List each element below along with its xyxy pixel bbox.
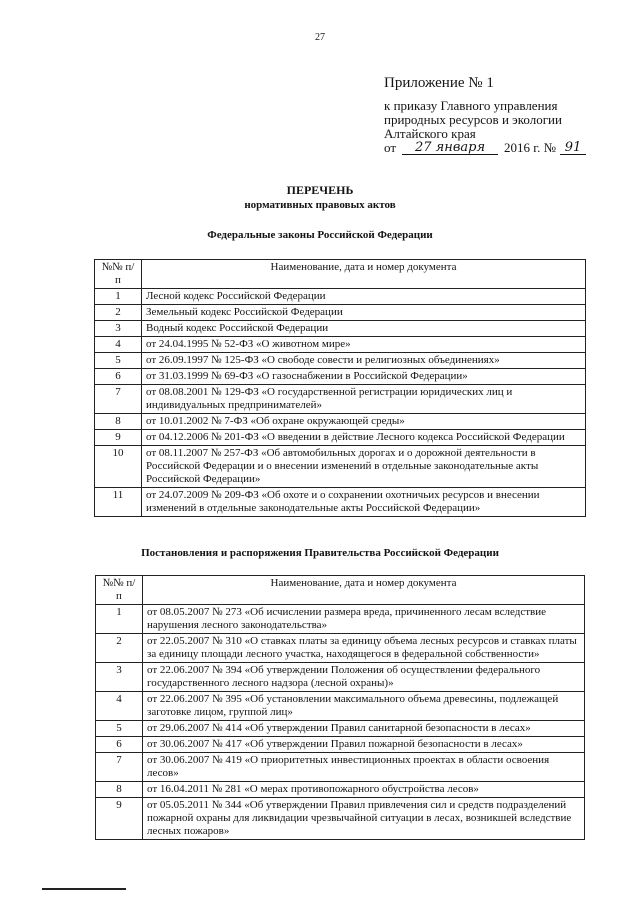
document-name: от 24.04.1995 № 52-ФЗ «О животном мире» [142,337,586,353]
table-row [95,289,586,305]
row-number: 3 [96,663,143,692]
row-number: 2 [96,634,143,663]
row-number: 5 [95,353,142,369]
row-number: 8 [96,782,143,798]
document-title: ПЕРЕЧЕНЬ [286,183,354,197]
document-name: от 22.05.2007 № 310 «О ставках платы за единицу объема лесных ресурсов и ставках платы за единицу площади лесного участка, находящегося в федеральной собственности» [143,634,585,663]
row-number: 11 [95,488,142,517]
government-acts-table [95,575,585,840]
handwritten-number: 91 [560,142,586,155]
document-subtitle: нормативных правовых актов [244,199,396,211]
row-number: 1 [96,605,143,634]
table-row [95,385,586,414]
document-name: от 10.01.2002 № 7-ФЗ «Об охране окружающей среды» [142,414,586,430]
section1-heading: Федеральные законы Российской Федерации [207,229,433,241]
col-name-header: Наименование, дата и номер документа [142,260,586,289]
document-name: от 08.08.2001 № 129-ФЗ «О государственной регистрации юридических лиц и индивидуальных предпринимателей» [142,385,586,414]
table-row [96,782,585,798]
handwritten-date: 27 января [402,142,498,155]
document-name: от 16.04.2011 № 281 «О мерах противопожарного обустройства лесов» [143,782,585,798]
document-name: от 29.06.2007 № 414 «Об утверждении Правил санитарной безопасности в лесах» [143,721,585,737]
row-number: 7 [95,385,142,414]
table-row [95,321,586,337]
document-name: от 22.06.2007 № 394 «Об утверждении Положения об осуществлении федерального государственного лесного надзора (лесной охраны)» [143,663,585,692]
table-row [95,446,586,488]
row-number: 7 [96,753,143,782]
appendix-line-1: к приказу Главного управления [384,98,558,113]
row-number: 5 [96,721,143,737]
table-row [95,305,586,321]
table-row [96,737,585,753]
row-number: 1 [95,289,142,305]
row-number: 6 [96,737,143,753]
table-row [96,605,585,634]
table-row [95,369,586,385]
appendix-line-2: природных ресурсов и экологии [384,112,562,127]
document-name: Земельный кодекс Российской Федерации [142,305,586,321]
table-row [96,634,585,663]
row-number: 8 [95,414,142,430]
row-number: 9 [96,798,143,840]
appendix-block [384,76,614,155]
document-name: от 31.03.1999 № 69-ФЗ «О газоснабжении в Российской Федерации» [142,369,586,385]
page-number: 27 [315,32,325,43]
document-name: от 24.07.2009 № 209-ФЗ «Об охоте и о сохранении охотничьих ресурсов и внесении изменений в отдельные законодательные акты Российской Федерации» [142,488,586,517]
table-row [95,488,586,517]
row-number: 9 [95,430,142,446]
col-name-header: Наименование, дата и номер документа [143,576,585,605]
table-row [96,692,585,721]
row-number: 10 [95,446,142,488]
year-text: 2016 г. № [504,140,557,155]
table-row [96,798,585,840]
table-row [96,663,585,692]
document-name: Лесной кодекс Российской Федерации [142,289,586,305]
row-number: 2 [95,305,142,321]
table-header-row [96,576,585,605]
table-row [95,337,586,353]
document-name: от 08.11.2007 № 257-ФЗ «Об автомобильных дорогах и о дорожной деятельности в Российской Федерации и о внесении изменений в отдельные законодательные акты Российской Федерации» [142,446,586,488]
section2-heading: Постановления и распоряжения Правительства Российской Федерации [141,547,499,559]
table-row [95,414,586,430]
row-number: 3 [95,321,142,337]
document-name: от 30.06.2007 № 417 «Об утверждении Правил пожарной безопасности в лесах» [143,737,585,753]
document-name: от 08.05.2007 № 273 «Об исчислении размера вреда, причиненного лесам вследствие нарушения лесного законодательства» [143,605,585,634]
document-name: от 05.05.2011 № 344 «Об утверждении Правил привлечения сил и средств подразделений пожарной охраны для ликвидации чрезвычайной ситуации в лесах, возникшей вследствие лесных пожаров» [143,798,585,840]
document-name: от 04.12.2006 № 201-ФЗ «О введении в действие Лесного кодекса Российской Федерации [142,430,586,446]
row-number: 4 [96,692,143,721]
document-name: Водный кодекс Российской Федерации [142,321,586,337]
appendix-line-3: Алтайского края [384,126,476,141]
document-name: от 30.06.2007 № 419 «О приоритетных инвестиционных проектах в области освоения лесов» [143,753,585,782]
row-number: 6 [95,369,142,385]
row-number: 4 [95,337,142,353]
federal-laws-table [94,259,586,517]
col-num-header: №№ п/п [96,576,143,605]
document-name: от 22.06.2007 № 395 «Об установлении максимального объема древесины, подлежащей заготовке лицом, группой лиц» [143,692,585,721]
table-row [95,430,586,446]
table-row [96,753,585,782]
table-row [95,353,586,369]
table-row [96,721,585,737]
date-prefix: от [384,140,397,155]
appendix-heading: Приложение № 1 [384,75,494,91]
document-name: от 26.09.1997 № 125-ФЗ «О свободе совести и религиозных объединениях» [142,353,586,369]
col-num-header: №№ п/п [95,260,142,289]
footnote-separator [42,888,126,890]
appendix-date-line [384,141,614,155]
table-header-row [95,260,586,289]
